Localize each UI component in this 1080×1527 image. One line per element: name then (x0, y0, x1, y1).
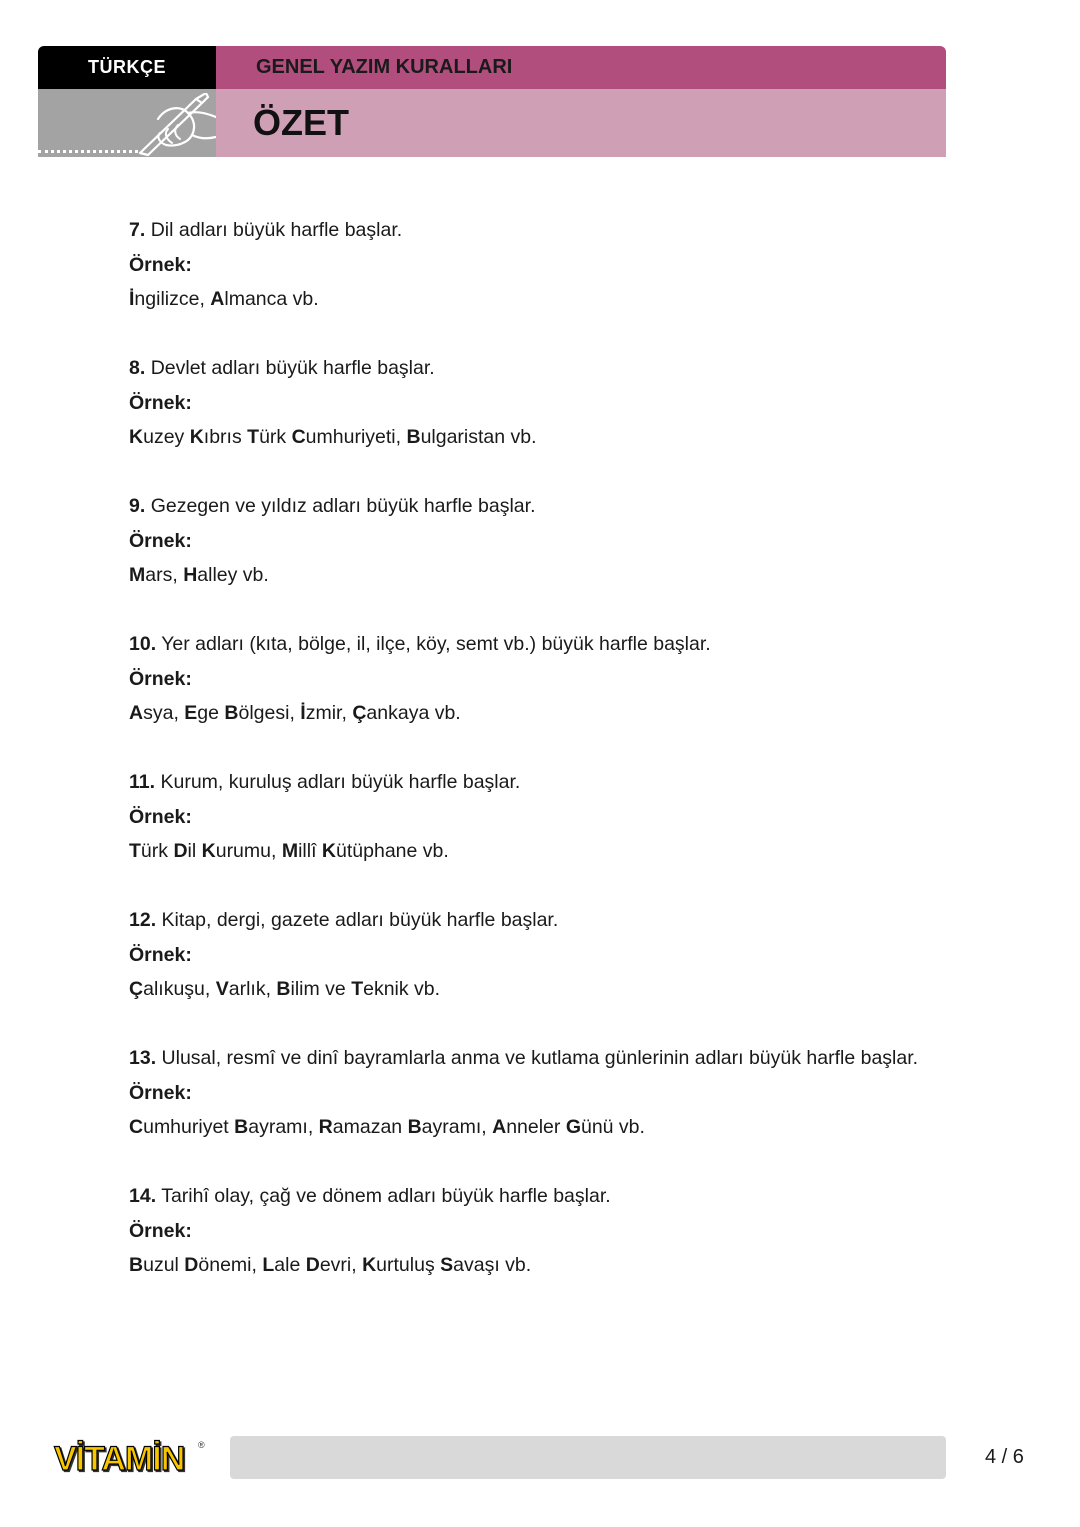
rule-number: 9. (129, 495, 146, 517)
rule-statement (129, 1041, 989, 1076)
footer-bar (230, 1436, 946, 1479)
rule-text: Devlet adları büyük harfle başlar. (150, 357, 435, 379)
example-label: Örnek: (129, 943, 192, 966)
topic-title: GENEL YAZIM KURALLARI (216, 46, 946, 89)
dotted-line (38, 150, 138, 153)
subject-label: TÜRKÇE (38, 46, 216, 89)
rule-text: Dil adları büyük harfle başlar. (150, 219, 403, 241)
rule-item (129, 765, 989, 869)
rule-statement (129, 765, 989, 800)
rule-statement (129, 1179, 989, 1214)
rule-item (129, 351, 989, 455)
svg-text:VİTAMİN: VİTAMİN (54, 1440, 185, 1478)
example-label: Örnek: (129, 253, 192, 276)
rule-item (129, 489, 989, 593)
page-header (38, 46, 946, 157)
subject-illustration (38, 89, 216, 157)
rule-number: 11. (129, 771, 156, 793)
rule-number: 7. (129, 219, 146, 241)
example-label: Örnek: (129, 667, 192, 690)
rule-statement (129, 489, 989, 524)
rule-text: Ulusal, resmî ve dinî bayramlarla anma ve kutlama günlerinin adları büyük harfle başlar. (161, 1047, 919, 1069)
example-label: Örnek: (129, 1219, 192, 1242)
rule-statement (129, 213, 989, 248)
rule-text: Kitap, dergi, gazete adları büyük harfle başlar. (161, 909, 559, 931)
page-title: ÖZET (216, 89, 946, 157)
rule-statement (129, 627, 989, 662)
rule-number: 13. (129, 1047, 157, 1069)
rule-number: 14. (129, 1185, 157, 1207)
rule-text: Yer adları (kıta, bölge, il, ilçe, köy, semt vb.) büyük harfle başlar. (161, 633, 711, 655)
rule-number: 8. (129, 357, 146, 379)
example-label: Örnek: (129, 805, 192, 828)
svg-text:®: ® (198, 1440, 205, 1450)
example-text: Kuzey Kıbrıs Türk Cumhuriyeti, Bulgaristan vb. (129, 426, 537, 448)
rule-text: Gezegen ve yıldız adları büyük harfle başlar. (150, 495, 536, 517)
example-text: Cumhuriyet Bayramı, Ramazan Bayramı, Anneler Günü vb. (129, 1116, 645, 1138)
vitamin-logo (52, 1436, 212, 1485)
hand-writing-icon (136, 93, 216, 157)
rule-item (129, 1041, 989, 1145)
rule-number: 12. (129, 909, 157, 931)
example-text: Türk Dil Kurumu, Millî Kütüphane vb. (129, 840, 449, 862)
example-label: Örnek: (129, 1081, 192, 1104)
rule-number: 10. (129, 633, 157, 655)
example-text: Çalıkuşu, Varlık, Bilim ve Teknik vb. (129, 978, 441, 1000)
page-number: 4 / 6 (985, 1446, 1024, 1468)
rule-statement (129, 351, 989, 386)
example-text: Mars, Halley vb. (129, 564, 269, 586)
example-label: Örnek: (129, 391, 192, 414)
rule-text: Kurum, kuruluş adları büyük harfle başlar. (160, 771, 521, 793)
rule-item (129, 627, 989, 731)
example-text: Asya, Ege Bölgesi, İzmir, Çankaya vb. (129, 702, 461, 724)
example-label: Örnek: (129, 529, 192, 552)
rule-statement (129, 903, 989, 938)
rule-item (129, 1179, 989, 1283)
example-text: İngilizce, Almanca vb. (129, 288, 319, 310)
rule-text: Tarihî olay, çağ ve dönem adları büyük harfle başlar. (161, 1185, 611, 1207)
rule-item (129, 213, 989, 317)
rule-item (129, 903, 989, 1007)
example-text: Buzul Dönemi, Lale Devri, Kurtuluş Savaşı vb. (129, 1254, 532, 1276)
rules-list (129, 213, 989, 1317)
